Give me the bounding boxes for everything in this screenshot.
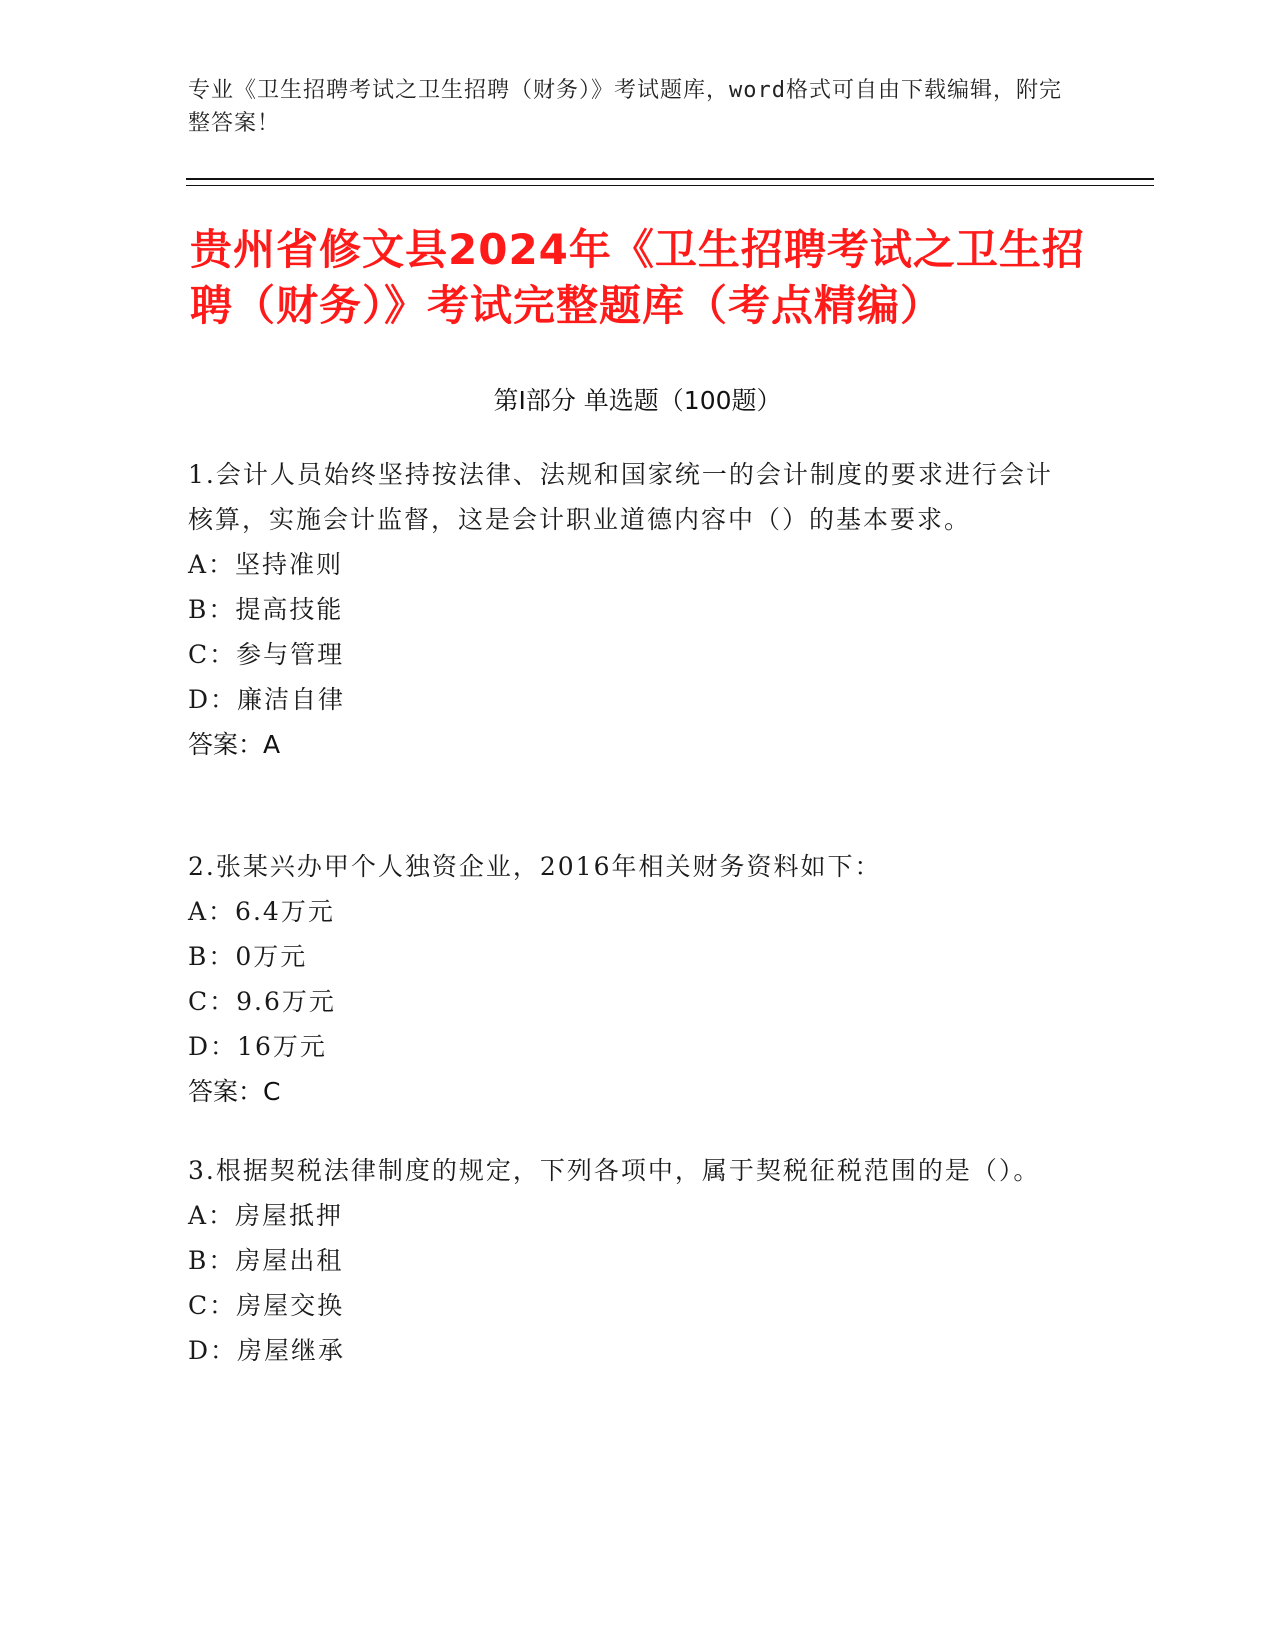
- header-note: 专业《卫生招聘考试之卫生招聘（财务）》考试题库，word格式可自由下载编辑，附完整答案！: [188, 78, 1062, 136]
- answer: 答案：C: [188, 1077, 281, 1106]
- document-title: 贵州省修文县2024年《卫生招聘考试之卫生招聘（财务）》考试完整题库（考点精编）: [190, 225, 1085, 330]
- question-3: [188, 1148, 1068, 1373]
- section-title: 第I部分 单选题（100题）: [493, 386, 782, 415]
- option-a: A：房屋抵押: [188, 1201, 344, 1230]
- option-d: D：廉洁自律: [188, 685, 346, 714]
- answer: 答案：A: [188, 730, 281, 759]
- question-stem: 3.根据契税法律制度的规定，下列各项中，属于契税征税范围的是（）。: [188, 1156, 1041, 1185]
- option-b: B：提高技能: [188, 595, 344, 624]
- option-d: D：房屋继承: [188, 1336, 346, 1365]
- option-a: A：6.4万元: [188, 897, 335, 926]
- question-2: [188, 844, 1068, 1114]
- option-c: C：9.6万元: [188, 987, 336, 1016]
- question-stem: 2.张某兴办甲个人独资企业，2016年相关财务资料如下：: [188, 852, 882, 881]
- option-a: A：坚持准则: [188, 550, 344, 579]
- header-rule-thin: [186, 185, 1154, 186]
- option-c: C：房屋交换: [188, 1291, 345, 1320]
- option-c: C：参与管理: [188, 640, 345, 669]
- option-b: B：房屋出租: [188, 1246, 344, 1275]
- header-rule-thick: [186, 178, 1154, 180]
- option-d: D：16万元: [188, 1032, 327, 1061]
- option-b: B：0万元: [188, 942, 308, 971]
- question-stem: 1.会计人员始终坚持按法律、法规和国家统一的会计制度的要求进行会计核算，实施会计监督，这是会计职业道德内容中（）的基本要求。: [188, 460, 1053, 534]
- question-1: [188, 452, 1068, 767]
